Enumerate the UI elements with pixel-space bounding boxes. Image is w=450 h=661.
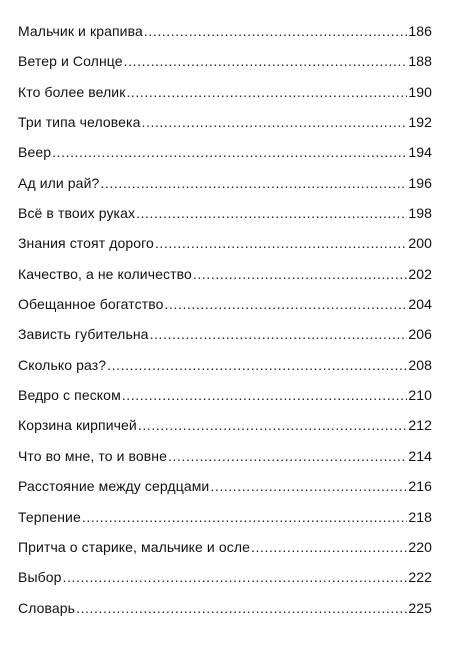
toc-entry-title: Сколько раз? <box>18 356 107 373</box>
dot-leader <box>107 357 407 373</box>
toc-entry <box>18 144 432 174</box>
toc-entry <box>18 205 432 235</box>
toc-entry-page-number: 186 <box>408 23 432 39</box>
dot-leader <box>100 175 407 191</box>
toc-entry <box>18 296 432 326</box>
toc-entry-page-number: 208 <box>408 356 432 373</box>
toc-entry-page-number: 225 <box>408 599 432 616</box>
dot-leader <box>52 144 407 160</box>
toc-entry-title: Зависть губительна <box>18 326 149 343</box>
table-of-contents <box>18 23 432 630</box>
toc-entry-title: Обещанное богатство <box>18 296 164 313</box>
toc-entry <box>18 539 432 569</box>
toc-entry-title: Корзина кирпичей <box>18 417 137 434</box>
dot-leader <box>155 235 407 251</box>
toc-entry-title: Притча о старике, мальчике и осле <box>18 538 250 555</box>
toc-entry <box>18 53 432 83</box>
dot-leader <box>76 600 407 616</box>
toc-entry-page-number: 190 <box>408 83 432 100</box>
toc-entry-title: Расстояние между сердцами <box>18 478 210 495</box>
toc-entry-page-number: 200 <box>408 235 432 252</box>
dot-leader <box>164 296 407 312</box>
toc-entry-page-number: 214 <box>408 447 432 464</box>
dot-leader <box>138 417 407 433</box>
toc-entry-title: Веер <box>18 144 52 161</box>
dot-leader <box>124 53 408 69</box>
toc-entry <box>18 175 432 205</box>
toc-entry-title: Ад или рай? <box>18 174 100 191</box>
toc-entry-page-number: 212 <box>408 417 432 434</box>
toc-entry-title: Три типа человека <box>18 114 141 131</box>
dot-leader <box>251 539 407 555</box>
toc-entry <box>18 478 432 508</box>
toc-entry <box>18 23 432 53</box>
toc-entry-page-number: 222 <box>408 569 432 586</box>
toc-entry <box>18 417 432 447</box>
toc-entry <box>18 114 432 144</box>
toc-entry <box>18 448 432 478</box>
toc-entry <box>18 509 432 539</box>
toc-entry-page-number: 192 <box>408 114 432 131</box>
toc-entry <box>18 357 432 387</box>
toc-entry <box>18 600 432 630</box>
toc-entry <box>18 266 432 296</box>
toc-entry-page-number: 188 <box>408 53 432 70</box>
toc-entry <box>18 387 432 417</box>
toc-entry-title: Что во мне, то и вовне <box>18 447 168 464</box>
toc-entry-title: Выбор <box>18 569 62 586</box>
toc-entry <box>18 326 432 356</box>
toc-entry-title: Кто более велик <box>18 83 126 100</box>
dot-leader <box>136 205 407 221</box>
toc-entry-page-number: 194 <box>408 144 432 161</box>
dot-leader <box>193 266 407 282</box>
toc-entry-page-number: 202 <box>408 265 432 282</box>
toc-entry-title: Ведро с песком <box>18 387 121 404</box>
toc-entry-title: Знания стоят дорого <box>18 235 154 252</box>
dot-leader <box>150 326 408 342</box>
dot-leader <box>168 448 407 464</box>
toc-entry-title: Всё в твоих руках <box>18 205 136 222</box>
toc-entry-page-number: 210 <box>408 387 432 404</box>
toc-entry-page-number: 196 <box>408 174 432 191</box>
dot-leader <box>144 23 407 39</box>
toc-entry <box>18 569 432 599</box>
toc-entry-page-number: 198 <box>408 205 432 222</box>
dot-leader <box>122 387 408 403</box>
toc-entry-page-number: 206 <box>408 326 432 343</box>
toc-entry <box>18 84 432 114</box>
dot-leader <box>126 84 407 100</box>
dot-leader <box>210 478 407 494</box>
toc-entry-title: Мальчик и крапива <box>18 23 143 39</box>
dot-leader <box>63 569 408 585</box>
toc-entry-title: Качество, а не количество <box>18 265 192 282</box>
toc-entry-page-number: 220 <box>408 538 432 555</box>
toc-entry-title: Ветер и Солнце <box>18 53 123 70</box>
toc-entry <box>18 235 432 265</box>
dot-leader <box>141 114 407 130</box>
dot-leader <box>82 509 407 525</box>
toc-entry-page-number: 204 <box>408 296 432 313</box>
toc-entry-title: Терпение <box>18 508 81 525</box>
toc-entry-page-number: 218 <box>408 508 432 525</box>
toc-entry-title: Словарь <box>18 599 76 616</box>
toc-entry-page-number: 216 <box>408 478 432 495</box>
